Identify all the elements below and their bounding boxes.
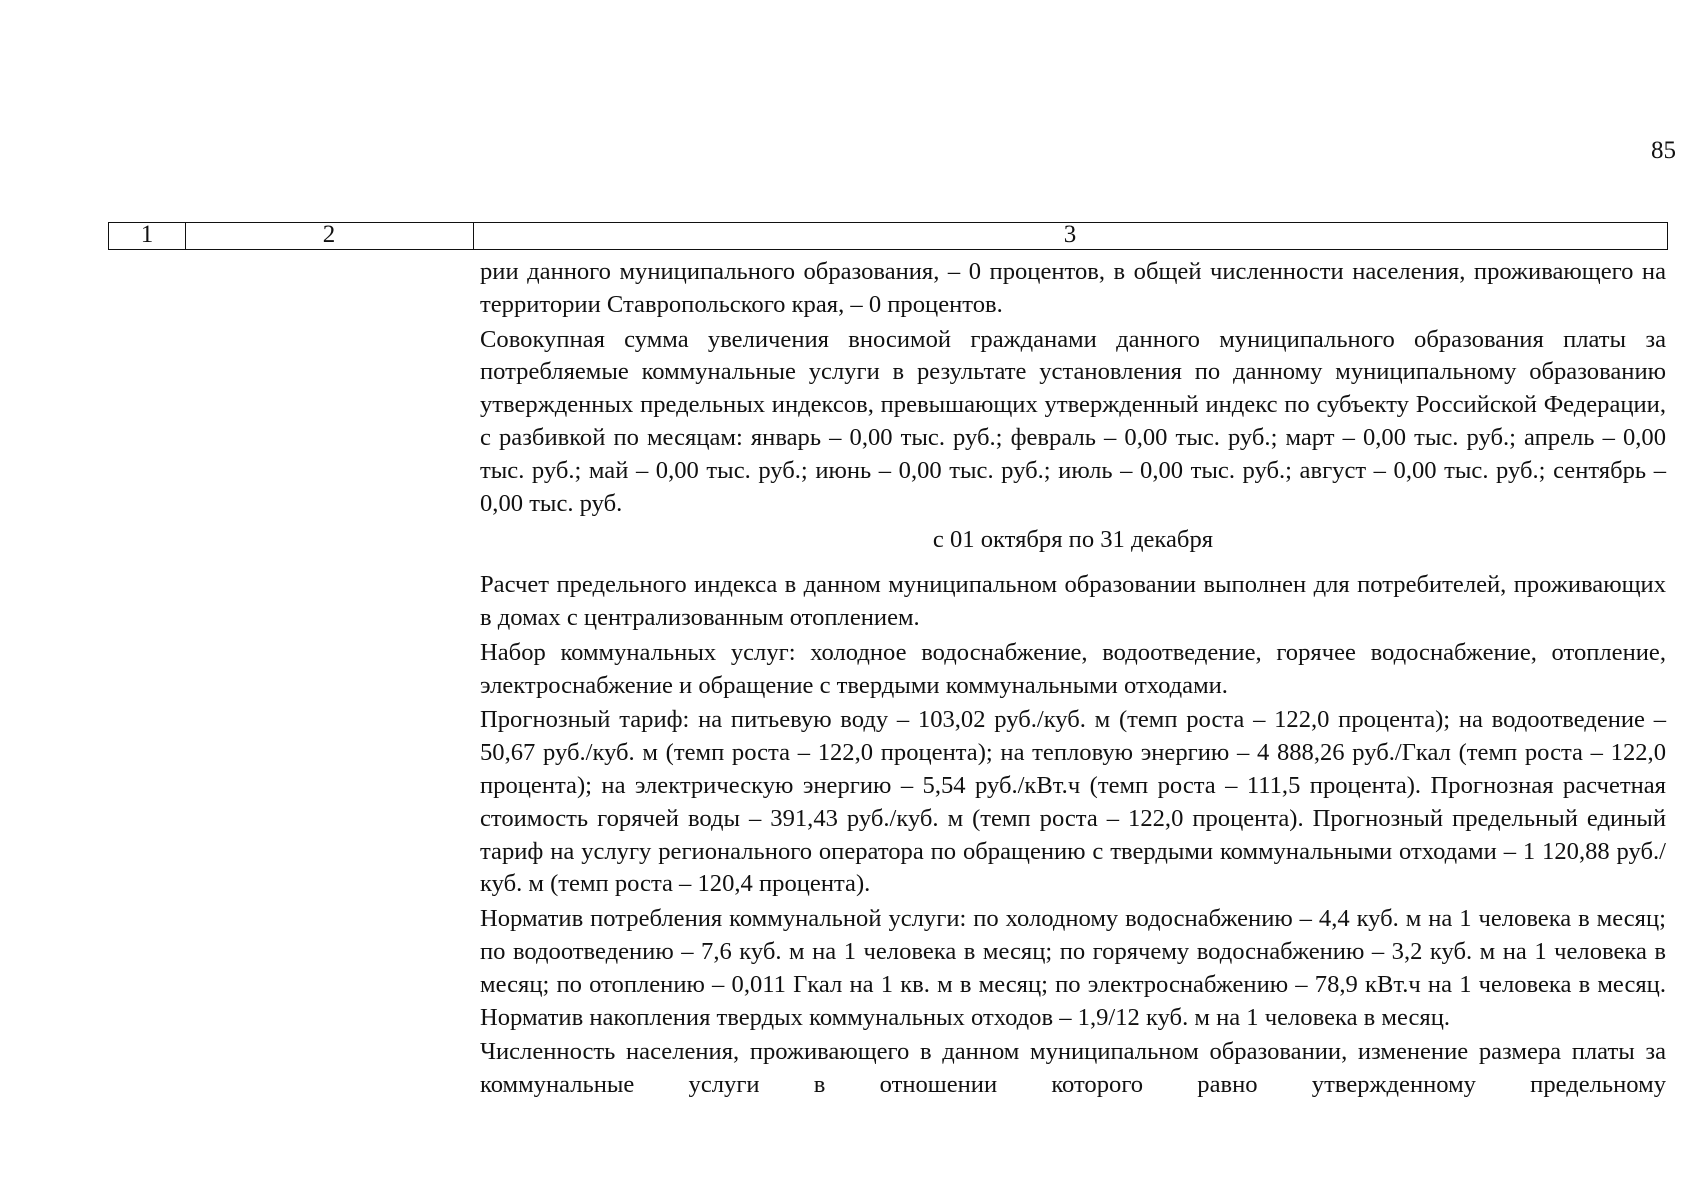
document-body xyxy=(480,256,1666,1104)
section-heading-period: с 01 октября по 31 декабря xyxy=(932,526,1214,554)
page-number: 85 xyxy=(1651,137,1676,164)
table-header-row xyxy=(108,222,1668,250)
paragraph-index-calculation: Расчет предельного индекса в данном муниципальном образовании выполнен для потребителей, проживающих в домах с централизованным отоплением. xyxy=(480,571,1666,631)
table-header-col-2: 2 xyxy=(185,223,474,249)
paragraph-forecast-tariff: Прогнозный тариф: на питьевую воду – 103,02 руб./куб. м (темп роста – 122,0 процента); на водоотведение – 50,67 руб./куб. м (темп роста – 122,0 процента); на тепловую энергию – 4 888,26 руб./Гкал (темп роста – 122,0 процента); на электрическую энергию – 5,54 руб./кВт.ч (темп роста – 111,5 процента). Прогнозная расчетная стоимость горячей воды – 391,43 руб./куб. м (темп роста – 122,0 процента). Прогнозный предельный единый тариф на услугу регионального оператора по обращению с твердыми коммунальными отходами – 1 120,88 руб./куб. м (темп роста – 120,4 процента). xyxy=(480,706,1666,898)
paragraph-consumption-norms: Норматив потребления коммунальной услуги: по холодному водоснабжению – 4,4 куб. м на 1 человека в месяц; по водоотведению – 7,6 куб. м на 1 человека в месяц; по горячему водоснабжению – 3,2 куб. м на 1 человека в месяц; по отоплению – 0,011 Гкал на 1 кв. м в месяц; по электроснабжению – 78,9 кВт.ч на 1 человека в месяц. Норматив накопления твердых коммунальных отходов – 1,9/12 куб. м на 1 человека в месяц. xyxy=(480,905,1666,1031)
paragraph-service-set: Набор коммунальных услуг: холодное водоснабжение, водоотведение, горячее водоснабжение, отопление, электроснабжение и обращение с твердыми коммунальными отходами. xyxy=(480,638,1666,699)
paragraph-population-count: Численность населения, проживающего в данном муниципальном образовании, изменение размера платы за коммунальные услуги в отношении которого равно утвержденному предельному xyxy=(480,1038,1666,1099)
paragraph-population-share: рии данного муниципального образования, – 0 процентов, в общей численности населения, проживающего на территории Ставропольского края, – 0 процентов. xyxy=(480,258,1666,318)
table-header-col-1: 1 xyxy=(109,223,186,249)
table-header-col-3: 3 xyxy=(1063,221,1077,248)
paragraph-total-increase: Совокупная сумма увеличения вносимой гражданами данного муниципального образования платы за потребляемые коммунальные услуги в результате установления по данному муниципальному образованию утвержденных предельных индексов, превышающих утвержденный индекс по субъекту Российской Федерации, с разбивкой по месяцам: январь – 0,00 тыс. руб.; февраль – 0,00 тыс. руб.; март – 0,00 тыс. руб.; апрель – 0,00 тыс. руб.; май – 0,00 тыс. руб.; июнь – 0,00 тыс. руб.; июль – 0,00 тыс. руб.; август – 0,00 тыс. руб.; сентябрь – 0,00 тыс. руб. xyxy=(480,325,1666,517)
